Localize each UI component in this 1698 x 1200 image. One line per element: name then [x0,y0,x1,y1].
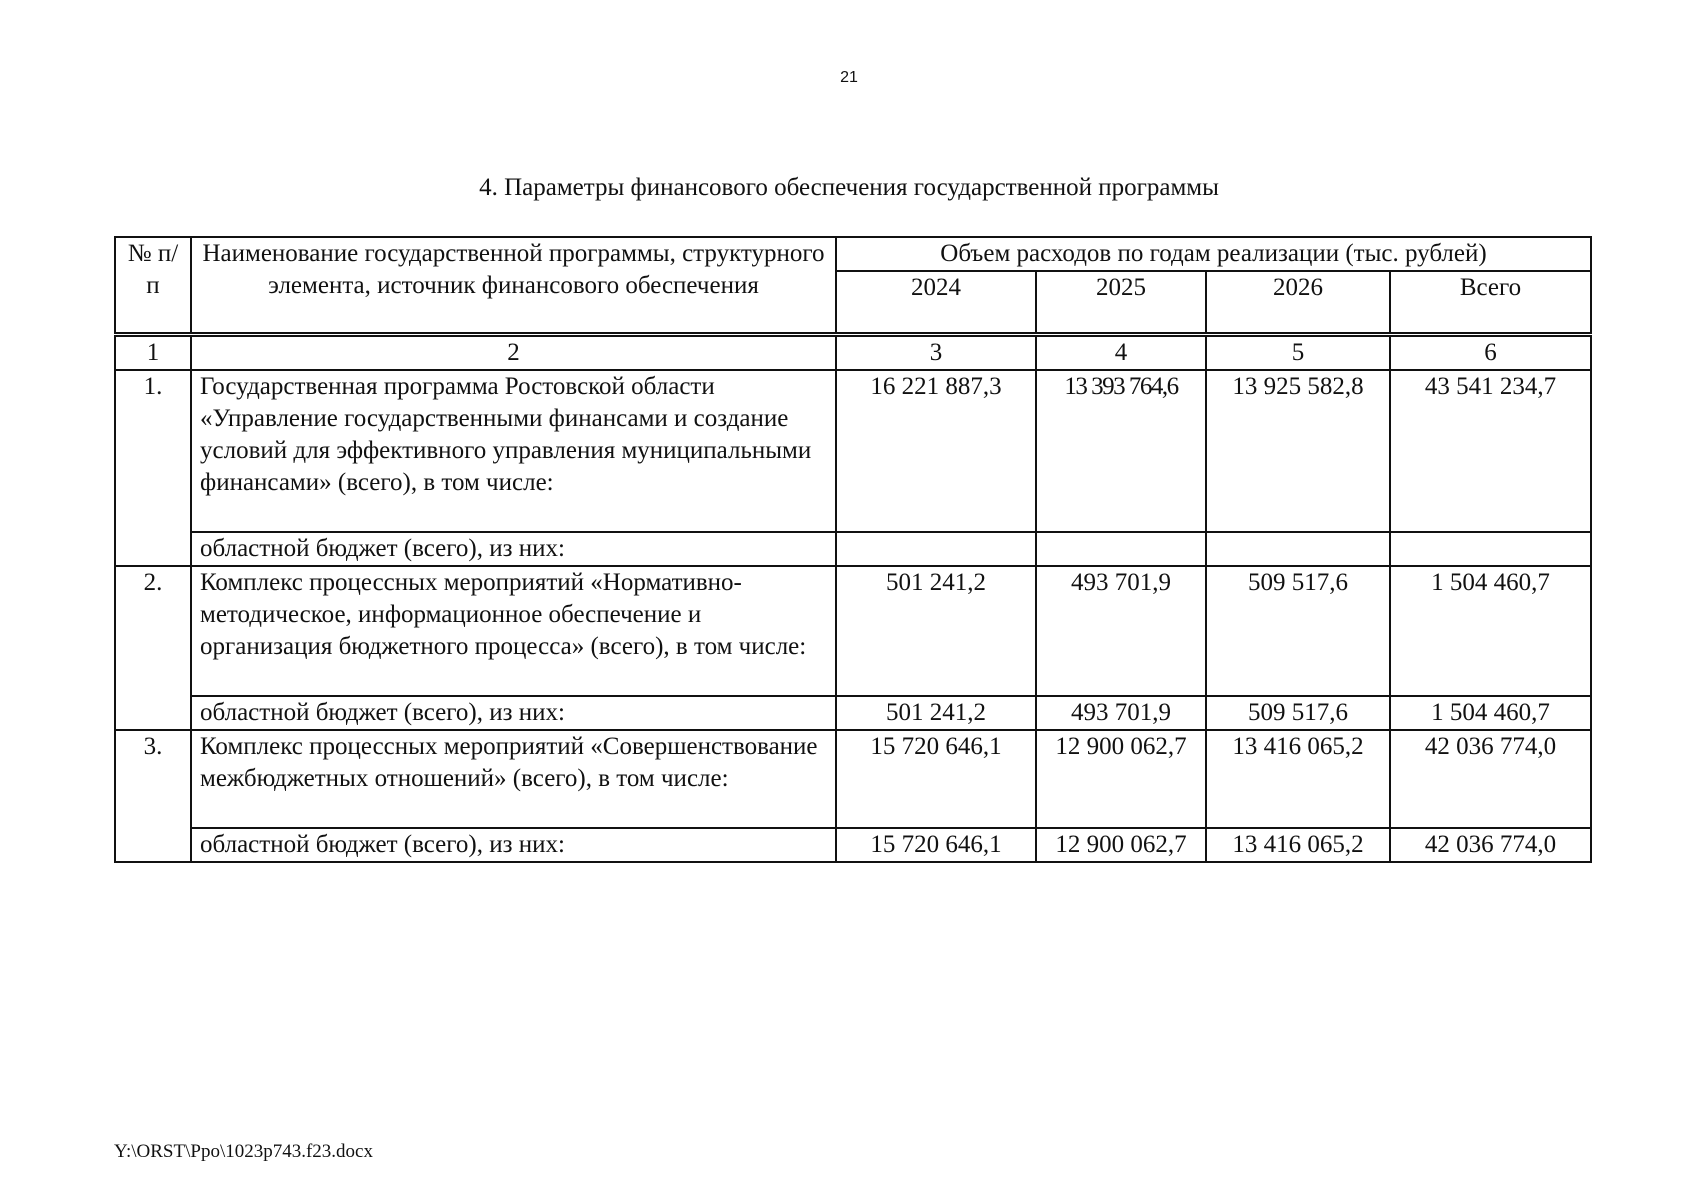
subrow-name: областной бюджет (всего), из них: [191,696,836,730]
column-numbers-row [115,335,1591,371]
table-row [115,370,1591,532]
subrow-name: областной бюджет (всего), из них: [191,532,836,566]
column-number: 2 [191,335,836,371]
sub-value-2026: 13 416 065,2 [1206,828,1390,862]
table-subrow [115,696,1591,730]
subrow-name: областной бюджет (всего), из них: [191,828,836,862]
row-number: 1. [115,370,191,566]
sub-value-2025: 12 900 062,7 [1036,828,1206,862]
sub-value-2025: 493 701,9 [1036,696,1206,730]
value-2025: 493 701,9 [1036,566,1206,696]
value-2024: 15 720 646,1 [836,730,1036,828]
sub-value-2026: 509 517,6 [1206,696,1390,730]
header-year-2026: 2026 [1206,271,1390,335]
section-title: 4. Параметры финансового обеспечения государственной программы [479,174,1219,201]
header-year-2025: 2025 [1036,271,1206,335]
header-year-2024: 2024 [836,271,1036,335]
value-2024: 16 221 887,3 [836,370,1036,532]
value-total: 43 541 234,7 [1390,370,1591,532]
value-total: 42 036 774,0 [1390,730,1591,828]
value-2024: 501 241,2 [836,566,1036,696]
value-2026: 13 416 065,2 [1206,730,1390,828]
table-header-row [115,237,1591,271]
sub-value-total [1390,532,1591,566]
table-row [115,730,1591,828]
table-subrow [115,828,1591,862]
column-number: 5 [1206,335,1390,371]
header-total: Всего [1390,271,1591,335]
file-path-footer: Y:\ORST\Ppo\1023p743.f23.docx [114,1141,373,1162]
page-number: 21 [840,69,858,86]
sub-value-total: 1 504 460,7 [1390,696,1591,730]
column-number: 6 [1390,335,1591,371]
value-2026: 509 517,6 [1206,566,1390,696]
column-number: 4 [1036,335,1206,371]
sub-value-2024 [836,532,1036,566]
sub-value-total: 42 036 774,0 [1390,828,1591,862]
row-number: 3. [115,730,191,862]
sub-value-2024: 15 720 646,1 [836,828,1036,862]
value-2025: 13 393 764,6 [1036,370,1206,532]
row-name: Государственная программа Ростовской области «Управление государственными финансами и создание условий для эффективного управления муниципальными финансами» (всего), в том числе: [191,370,836,532]
value-2025: 12 900 062,7 [1036,730,1206,828]
table-row [115,566,1591,696]
value-2026: 13 925 582,8 [1206,370,1390,532]
financing-table [114,236,1592,863]
sub-value-2025 [1036,532,1206,566]
sub-value-2024: 501 241,2 [836,696,1036,730]
column-number: 3 [836,335,1036,371]
sub-value-2026 [1206,532,1390,566]
row-number: 2. [115,566,191,730]
row-name: Комплекс процессных мероприятий «Нормативно-методическое, информационное обеспечение и организация бюджетного процесса» (всего), в том числе: [191,566,836,696]
header-volume: Объем расходов по годам реализации (тыс. рублей) [836,237,1591,271]
table-subrow [115,532,1591,566]
value-total: 1 504 460,7 [1390,566,1591,696]
row-name: Комплекс процессных мероприятий «Совершенствование межбюджетных отношений» (всего), в том числе: [191,730,836,828]
column-number: 1 [115,335,191,371]
header-no: № п/п [115,237,191,335]
header-name: Наименование государственной программы, структурного элемента, источник финансового обеспечения [191,237,836,335]
